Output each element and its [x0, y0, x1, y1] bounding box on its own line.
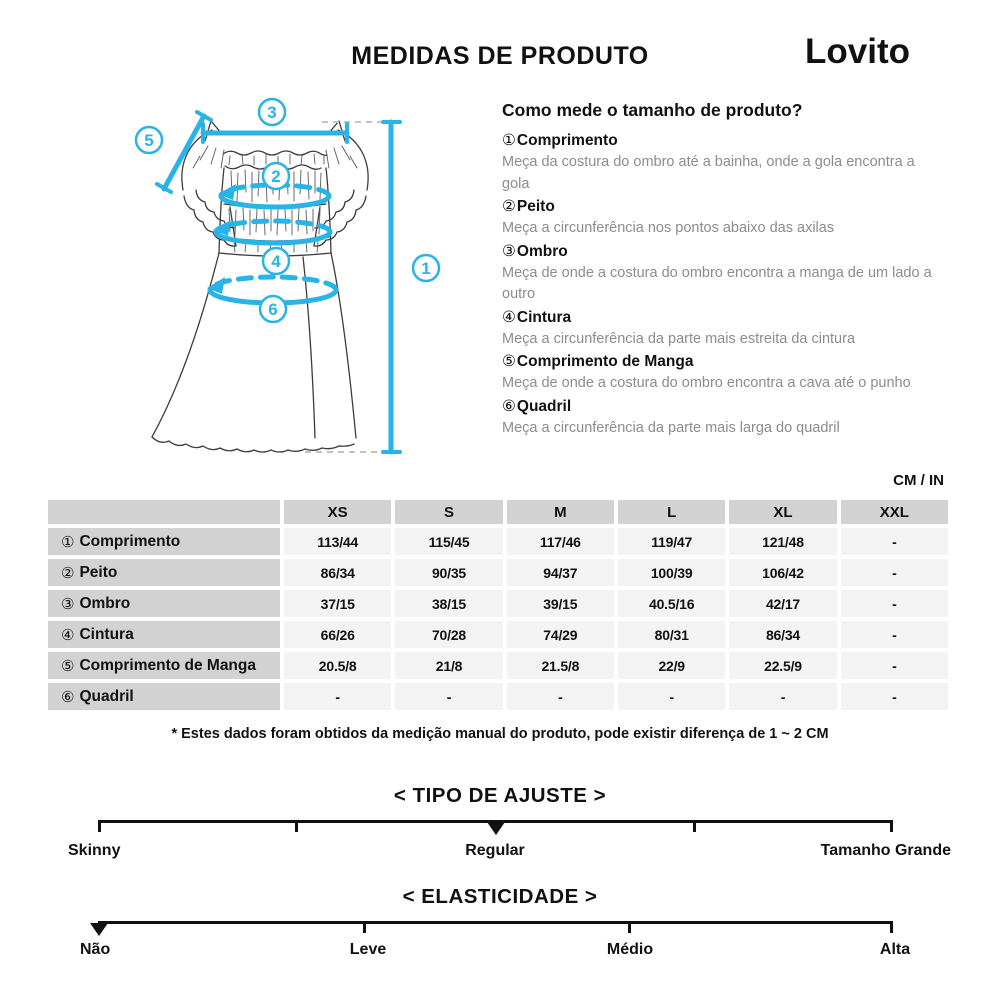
guide-item-name: Comprimento: [516, 132, 618, 149]
row-number: ③: [61, 595, 75, 613]
table-corner-cell: [48, 500, 280, 524]
scale-tick: [890, 820, 893, 832]
guide-item-comprimento-manga: [502, 351, 934, 373]
row-label-text: Comprimento de Manga: [79, 656, 256, 674]
scale-tick: [363, 921, 366, 933]
guide-item-number: ②: [502, 198, 516, 215]
row-number: ⑥: [61, 688, 75, 706]
table-cell: 42/17: [729, 590, 836, 617]
marker-number-2: 2: [271, 167, 281, 186]
row-label-quadril: [48, 683, 280, 710]
fit-scale-marker-triangle: [487, 822, 505, 835]
row-label-ombro: [48, 590, 280, 617]
table-cell: -: [618, 683, 725, 710]
table-cell: 22.5/9: [729, 652, 836, 679]
table-cell: 86/34: [284, 559, 391, 586]
table-cell: 80/31: [618, 621, 725, 648]
row-label-comprimento-de-manga: [48, 652, 280, 679]
row-label-text: Quadril: [79, 687, 134, 705]
table-cell: 22/9: [618, 652, 725, 679]
table-cell: -: [841, 590, 948, 617]
table-cell: 20.5/8: [284, 652, 391, 679]
table-cell: 113/44: [284, 528, 391, 555]
row-label-peito: [48, 559, 280, 586]
table-cell: 74/29: [507, 621, 614, 648]
guide-item-ombro: [502, 241, 934, 263]
guide-item-name: Ombro: [516, 242, 568, 260]
table-cell: 119/47: [618, 528, 725, 555]
row-label-text: Peito: [79, 563, 118, 581]
elasticity-scale-title: < ELASTICIDADE >: [402, 885, 598, 908]
marker-number-5: 5: [144, 131, 154, 150]
guide-item-name: Peito: [516, 198, 555, 215]
guide-item-desc: Meça a circunferência da parte mais estreita da cintura: [502, 330, 856, 347]
scale-tick: [890, 921, 893, 933]
row-label-comprimento: [48, 528, 280, 555]
table-cell: 121/48: [729, 528, 836, 555]
table-cell: -: [841, 528, 948, 555]
guide-item-peito: [502, 196, 934, 218]
guide-item-desc: Meça a circunferência da parte mais larga do quadril: [502, 419, 840, 436]
table-cell: -: [841, 621, 948, 648]
fit-label-regular: Regular: [465, 842, 525, 859]
scale-tick: [98, 820, 101, 832]
elasticity-scale: [98, 921, 893, 924]
guide-title: Como mede o tamanho de produto?: [502, 100, 803, 120]
elasticity-scale-marker-triangle: [90, 923, 108, 936]
guide-item-number: ①: [502, 132, 516, 149]
guide-item-name: Quadril: [516, 397, 572, 415]
marker-number-1: 1: [421, 259, 431, 278]
guide-item-name: Comprimento de Manga: [516, 353, 694, 370]
row-label-text: Cintura: [79, 625, 134, 643]
scale-tick: [295, 820, 298, 832]
guide-item-cintura: [502, 307, 934, 329]
table-header-m: M: [507, 500, 614, 524]
measure-guide: [502, 100, 934, 440]
table-cell: -: [841, 683, 948, 710]
guide-item-comprimento: [502, 130, 934, 152]
measurement-disclaimer: * Estes dados foram obtidos da medição manual do produto, pode existir diferença de 1 ~ 2 CM: [171, 726, 829, 742]
dress-measurement-diagram: [0, 0, 500, 500]
guide-item-name: Cintura: [516, 308, 572, 326]
table-cell: 37/15: [284, 590, 391, 617]
fit-scale-title: < TIPO DE AJUSTE >: [393, 784, 607, 807]
guide-item-desc: Meça de onde a costura do ombro encontra a cava até o punho: [502, 375, 911, 391]
table-cell: -: [841, 652, 948, 679]
table-cell: -: [395, 683, 502, 710]
table-cell: 66/26: [284, 621, 391, 648]
guide-item-desc: Meça da costura do ombro até a bainha, onde a gola encontra a gola: [502, 154, 915, 192]
page-title: MEDIDAS DE PRODUTO: [351, 42, 649, 70]
elasticity-label-alta: Alta: [879, 941, 911, 958]
guide-item-number: ④: [502, 308, 516, 326]
table-cell: 86/34: [729, 621, 836, 648]
table-cell: 90/35: [395, 559, 502, 586]
row-number: ⑤: [61, 657, 75, 675]
fit-label-skinny: Skinny: [68, 842, 121, 859]
row-number: ①: [61, 533, 75, 551]
table-header-l: L: [618, 500, 725, 524]
row-label-cintura: [48, 621, 280, 648]
scale-tick: [693, 820, 696, 832]
marker-number-6: 6: [268, 300, 278, 319]
table-cell: 100/39: [618, 559, 725, 586]
table-header-xl: XL: [729, 500, 836, 524]
guide-item-desc: Meça de onde a costura do ombro encontra a manga de um lado a outro: [502, 264, 932, 302]
guide-item-quadril: [502, 396, 934, 418]
table-cell: 40.5/16: [618, 590, 725, 617]
elasticity-label-nao: Não: [80, 941, 111, 958]
table-cell: 94/37: [507, 559, 614, 586]
guide-item-number: ⑤: [502, 353, 516, 370]
guide-item-desc: Meça a circunferência nos pontos abaixo das axilas: [502, 220, 835, 236]
table-cell: -: [507, 683, 614, 710]
table-cell: 38/15: [395, 590, 502, 617]
brand-logo: Lovito: [805, 32, 910, 71]
marker-number-4: 4: [271, 252, 281, 271]
table-header-xxl: XXL: [841, 500, 948, 524]
row-number: ②: [61, 564, 75, 582]
row-number: ④: [61, 626, 75, 644]
guide-item-number: ③: [502, 242, 516, 260]
size-table: [48, 500, 948, 710]
table-cell: 21/8: [395, 652, 502, 679]
row-label-text: Ombro: [79, 594, 131, 612]
guide-item-number: ⑥: [502, 397, 516, 415]
scale-tick: [628, 921, 631, 933]
fit-label-tamanho-grande: Tamanho Grande: [820, 842, 951, 859]
table-cell: -: [841, 559, 948, 586]
table-cell: 106/42: [729, 559, 836, 586]
elasticity-label-leve: Leve: [349, 941, 387, 958]
table-cell: 117/46: [507, 528, 614, 555]
table-cell: 115/45: [395, 528, 502, 555]
elasticity-label-medio: Médio: [606, 941, 654, 958]
fit-scale: [98, 820, 893, 823]
table-cell: -: [284, 683, 391, 710]
row-label-text: Comprimento: [79, 532, 181, 550]
table-cell: 21.5/8: [507, 652, 614, 679]
table-cell: -: [729, 683, 836, 710]
units-label: CM / IN: [893, 472, 944, 489]
marker-number-3: 3: [267, 103, 277, 122]
table-header-s: S: [395, 500, 502, 524]
table-cell: 70/28: [395, 621, 502, 648]
extension-dash-lines: [305, 122, 381, 452]
table-header-xs: XS: [284, 500, 391, 524]
table-cell: 39/15: [507, 590, 614, 617]
